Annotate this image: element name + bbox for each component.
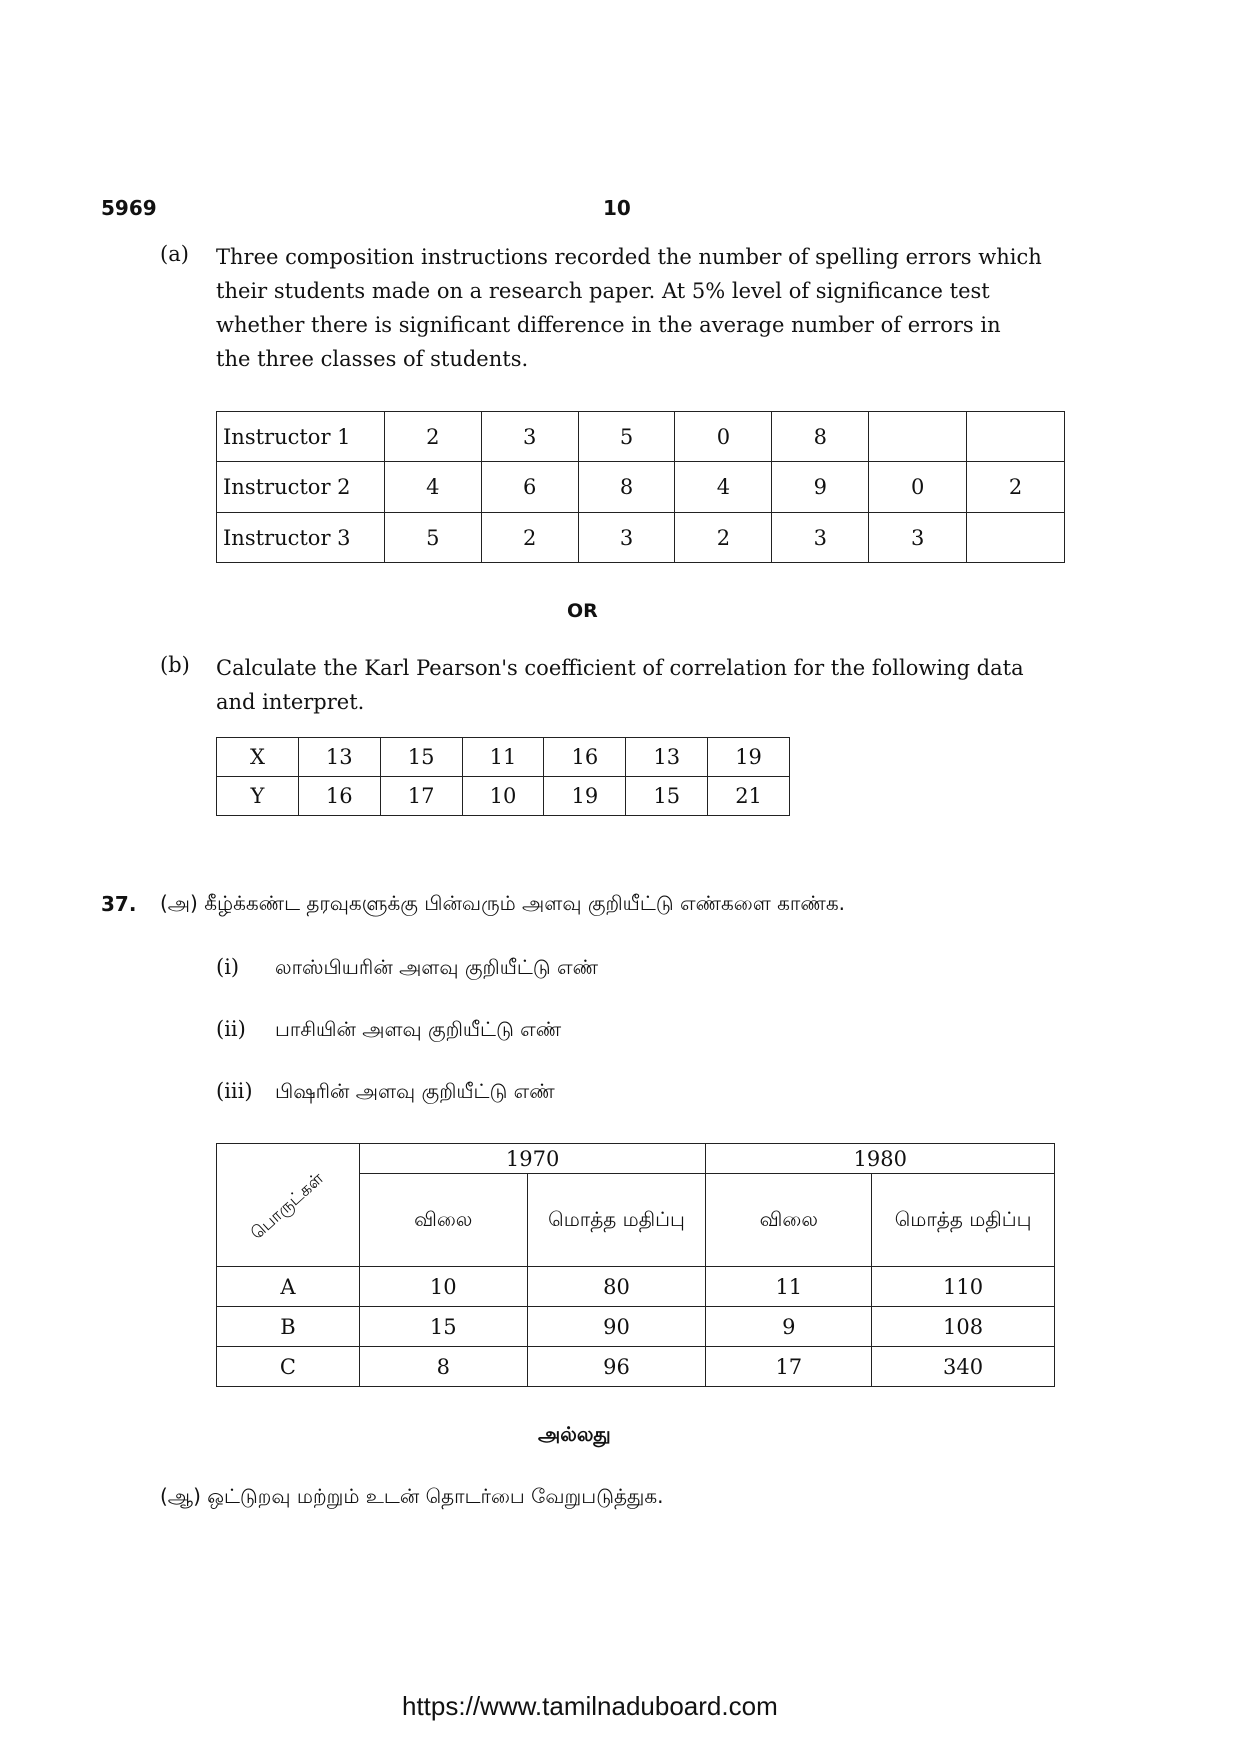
table-cell: Instructor 2 (217, 462, 385, 513)
table-row (217, 1307, 1055, 1347)
table-cell: 3 (772, 513, 869, 563)
total-value-header-1980: மொத்த மதிப்பு (872, 1174, 1055, 1267)
table-cell: 96 (527, 1347, 706, 1387)
question-paper-code: 5969 (101, 196, 157, 220)
table-cell: 4 (384, 462, 481, 513)
table-cell (869, 412, 967, 462)
item-iii-text: பிஷரின் அளவு குறியீட்டு எண் (275, 1079, 555, 1103)
table-cell: 11 (706, 1267, 872, 1307)
part-a-line-3: whether there is significant difference in the average number of errors in (216, 313, 1001, 337)
table-cell: B (217, 1307, 360, 1347)
table-cell: 6 (481, 462, 578, 513)
table-cell (967, 513, 1065, 563)
year-1970-header: 1970 (359, 1144, 706, 1174)
table-cell: 16 (298, 777, 380, 816)
year-1980-header: 1980 (706, 1144, 1055, 1174)
table-row (217, 513, 1065, 563)
or-divider-tamil: அல்லது (538, 1422, 611, 1446)
table-cell: 3 (481, 412, 578, 462)
table-cell: 19 (708, 738, 790, 777)
table-cell: 9 (706, 1307, 872, 1347)
table-cell: 3 (869, 513, 967, 563)
part-a-label: (a) (160, 242, 189, 266)
question-37-number: 37. (101, 892, 137, 916)
or-divider: OR (567, 600, 598, 622)
table-cell: 13 (298, 738, 380, 777)
table-row (217, 412, 1065, 462)
table-cell: C (217, 1347, 360, 1387)
table-cell: 17 (706, 1347, 872, 1387)
table-cell: 0 (675, 412, 772, 462)
question-37-part-b: (ஆ) ஒட்டுறவு மற்றும் உடன் தொடர்பை வேறுபடுத்துக. (160, 1484, 664, 1508)
table-cell: 17 (380, 777, 462, 816)
corner-header-cell (217, 1144, 360, 1267)
table-cell: Instructor 1 (217, 412, 385, 462)
table-cell: 11 (462, 738, 544, 777)
table-cell: 15 (626, 777, 708, 816)
question-37-part-a: (அ) கீழ்க்கண்ட தரவுகளுக்கு பின்வரும் அளவு குறியீட்டு எண்களை காண்க. (160, 891, 845, 915)
part-a-line-1: Three composition instructions recorded the number of spelling errors which (216, 245, 1042, 269)
commodities-header: பொருட்கள் (247, 1168, 328, 1244)
table-cell: 19 (544, 777, 626, 816)
price-header-1980: விலை (706, 1174, 872, 1267)
part-b-line-2: and interpret. (216, 690, 365, 714)
table-cell: Instructor 3 (217, 513, 385, 563)
part-a-line-2: their students made on a research paper. At 5% level of significance test (216, 279, 990, 303)
table-cell: 8 (359, 1347, 527, 1387)
table-cell: 2 (967, 462, 1065, 513)
part-b-question (216, 651, 1065, 719)
price-header-1970: விலை (359, 1174, 527, 1267)
page-number: 10 (603, 196, 631, 220)
table-cell: 8 (578, 462, 675, 513)
table-cell: 3 (578, 513, 675, 563)
table-cell: 110 (872, 1267, 1055, 1307)
table-cell: A (217, 1267, 360, 1307)
table-cell: 90 (527, 1307, 706, 1347)
item-ii-label: (ii) (216, 1017, 246, 1041)
table-cell: X (217, 738, 299, 777)
correlation-data-table (216, 737, 790, 816)
item-iii-label: (iii) (216, 1079, 253, 1103)
part-b-line-1: Calculate the Karl Pearson's coefficient of correlation for the following data (216, 656, 1024, 680)
table-cell: 15 (359, 1307, 527, 1347)
table-cell: 5 (578, 412, 675, 462)
table-cell: 15 (380, 738, 462, 777)
table-cell: 10 (462, 777, 544, 816)
table-cell: 80 (527, 1267, 706, 1307)
table-cell: 5 (384, 513, 481, 563)
table-cell: 0 (869, 462, 967, 513)
table-cell: 13 (626, 738, 708, 777)
table-row (217, 738, 790, 777)
item-i-text: லாஸ்பியரின் அளவு குறியீட்டு எண் (275, 955, 599, 979)
table-cell: 4 (675, 462, 772, 513)
table-cell: 16 (544, 738, 626, 777)
table-cell: Y (217, 777, 299, 816)
footer-url: https://www.tamilnaduboard.com (402, 1691, 778, 1721)
table-cell: 108 (872, 1307, 1055, 1347)
table-cell: 340 (872, 1347, 1055, 1387)
table-row (217, 777, 790, 816)
table-cell: 10 (359, 1267, 527, 1307)
table-cell: 2 (384, 412, 481, 462)
table-row (217, 1347, 1055, 1387)
table-row (217, 1144, 1055, 1174)
table-row (217, 462, 1065, 513)
total-value-header-1970: மொத்த மதிப்பு (527, 1174, 706, 1267)
instructor-errors-table (216, 411, 1065, 563)
table-cell: 2 (481, 513, 578, 563)
table-cell: 2 (675, 513, 772, 563)
table-cell: 8 (772, 412, 869, 462)
table-cell: 9 (772, 462, 869, 513)
table-row (217, 1267, 1055, 1307)
table-cell: 21 (708, 777, 790, 816)
part-b-label: (b) (160, 653, 190, 677)
price-index-table (216, 1143, 1055, 1387)
item-i-label: (i) (216, 955, 240, 979)
table-cell (967, 412, 1065, 462)
part-a-question (216, 240, 1065, 376)
part-a-line-4: the three classes of students. (216, 347, 529, 371)
item-ii-text: பாசியின் அளவு குறியீட்டு எண் (275, 1017, 562, 1041)
